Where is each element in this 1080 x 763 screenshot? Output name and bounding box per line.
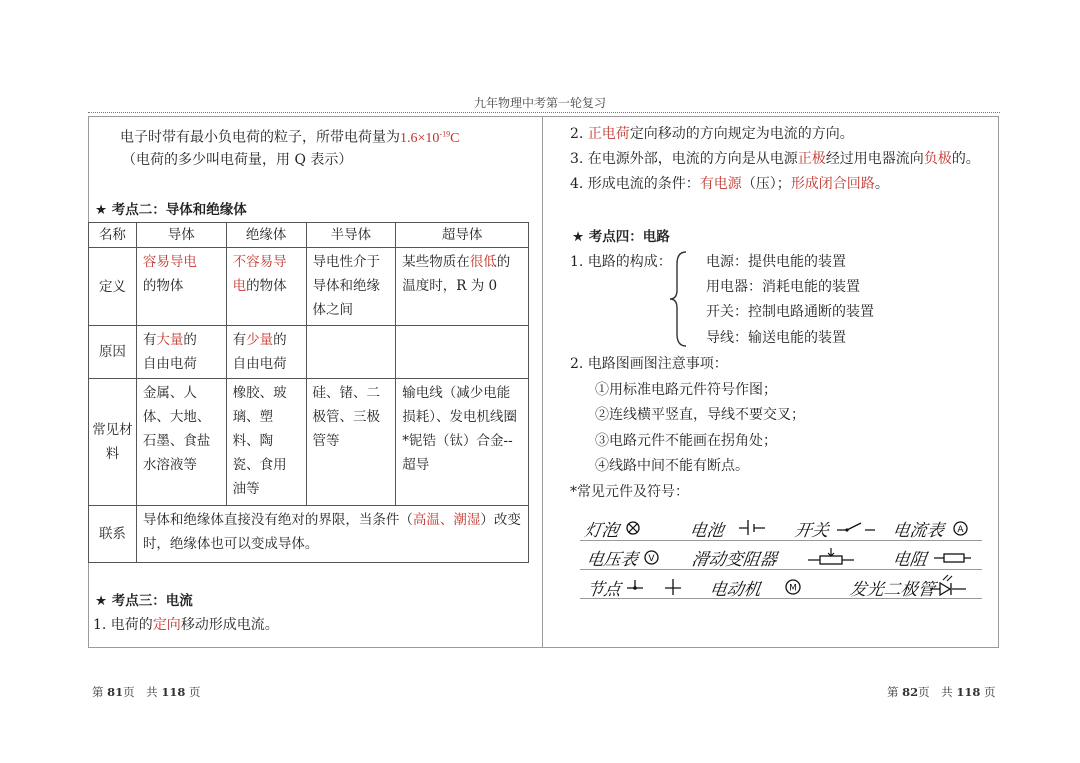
cell-def-insulator: 不容易导 电的物体 bbox=[226, 248, 306, 326]
composition-item-appliance: 用电器：消耗电能的装置 bbox=[706, 279, 860, 295]
charge-unit: C bbox=[450, 130, 460, 146]
hand-rheostat: 滑动变阻器 bbox=[690, 550, 779, 570]
cell-reason-conductor: 有大量的 自由电荷 bbox=[136, 326, 226, 379]
svg-text:V: V bbox=[648, 554, 655, 564]
header-cell-semiconductor: 半导体 bbox=[306, 223, 396, 248]
note-item-2: ②连线横平竖直，导线不要交叉； bbox=[595, 407, 805, 423]
hand-voltmeter: 电压表 bbox=[585, 550, 640, 570]
hand-resistor: 电阻 bbox=[891, 550, 929, 570]
header-cell-name: 名称 bbox=[89, 223, 137, 248]
current-item-1: 1. 电荷的定向移动形成电流。 bbox=[93, 617, 279, 633]
table-header-row bbox=[89, 223, 529, 248]
cell-mat-conductor: 金属、人体、大地、石墨、食盐水溶液等 bbox=[136, 379, 226, 506]
cell-def-semiconductor: 导电性介于导体和绝缘体之间 bbox=[306, 248, 396, 326]
lamp-symbol-icon bbox=[625, 520, 641, 536]
cell-def-superconductor: 某些物质在很低的温度时，R 为 0 bbox=[396, 248, 529, 326]
hand-switch: 开关 bbox=[793, 521, 831, 541]
table-row-relation bbox=[89, 506, 529, 563]
row-label-relation: 联系 bbox=[89, 506, 137, 563]
hand-junction: 节点 bbox=[585, 580, 623, 600]
composition-item-power: 电源：提供电能的装置 bbox=[706, 254, 846, 270]
cell-reason-insulator: 有少量的 自由电荷 bbox=[226, 326, 306, 379]
row-label-reason: 原因 bbox=[89, 326, 137, 379]
hand-battery: 电池 bbox=[688, 521, 726, 541]
footer-page-right: 第 82页 共 118 页 bbox=[887, 685, 996, 699]
intro-text: 电子时带有最小负电荷的粒子，所带电荷量为 bbox=[120, 129, 400, 146]
symbols-title: *常见元件及符号： bbox=[570, 484, 689, 500]
notes-title: 2. 电路图画图注意事项： bbox=[570, 356, 728, 372]
note-item-4: ④线路中间不能有断点。 bbox=[595, 458, 749, 474]
curly-brace-icon bbox=[668, 250, 690, 348]
section-4-title: ★ 考点四：电路 bbox=[572, 229, 670, 245]
cell-mat-semiconductor: 硅、锗、二极管、三极管等 bbox=[306, 379, 396, 506]
composition-item-switch: 开关：控制电路通断的装置 bbox=[706, 304, 874, 320]
header-cell-conductor: 导体 bbox=[136, 223, 226, 248]
table-row-definition bbox=[89, 248, 529, 326]
footer-page-left: 第 81页 共 118 页 bbox=[92, 685, 201, 699]
resistor-symbol-icon bbox=[932, 549, 972, 565]
page-header-title: 九年物理中考第一轮复习 bbox=[473, 96, 606, 110]
current-item-2: 2. 正电荷定向移动的方向规定为电流的方向。 bbox=[570, 126, 854, 142]
charge-value: 1.6×10 bbox=[400, 130, 440, 146]
svg-text:A: A bbox=[957, 525, 964, 535]
intro-line-2: （电荷的多少叫电荷量，用 Q 表示） bbox=[122, 152, 353, 168]
section-3-title: ★ 考点三：电流 bbox=[95, 593, 193, 609]
switch-symbol-icon bbox=[835, 518, 879, 536]
hand-motor: 电动机 bbox=[708, 580, 763, 600]
hand-ammeter: 电流表 bbox=[891, 521, 946, 541]
current-item-4: 4. 形成电流的条件：有电源（压）；形成闭合回路。 bbox=[570, 176, 889, 192]
column-divider bbox=[542, 116, 543, 648]
intro-line-1 bbox=[120, 124, 459, 149]
row-label-materials: 常见材料 bbox=[89, 379, 137, 506]
cell-mat-insulator: 橡胶、玻璃、塑料、陶瓷、食用油等 bbox=[226, 379, 306, 506]
voltmeter-symbol-icon bbox=[643, 549, 660, 566]
note-item-3: ③电路元件不能画在拐角处； bbox=[595, 433, 777, 449]
table-row-reason bbox=[89, 326, 529, 379]
composition-item-wire: 导线：输送电能的装置 bbox=[706, 330, 846, 346]
note-item-1: ①用标准电路元件符号作图； bbox=[595, 382, 777, 398]
cell-relation: 导体和绝缘体直接没有绝对的界限，当条件（高温、潮湿）改变时，绝缘体也可以变成导体。 bbox=[136, 506, 528, 563]
header-cell-insulator: 绝缘体 bbox=[226, 223, 306, 248]
hand-led: 发光二极管 bbox=[848, 580, 937, 600]
rheostat-symbol-icon bbox=[806, 546, 856, 568]
cell-mat-superconductor: 输电线（减少电能损耗）、发电机线圈 *铌锆（钛）合金--超导 bbox=[396, 379, 529, 506]
led-symbol-icon bbox=[928, 573, 968, 599]
battery-symbol-icon bbox=[737, 518, 767, 536]
header-cell-superconductor: 超导体 bbox=[396, 223, 529, 248]
ammeter-symbol-icon bbox=[952, 520, 969, 537]
charge-exponent: -19 bbox=[439, 129, 451, 138]
motor-symbol-icon bbox=[784, 578, 802, 596]
cell-reason-superconductor bbox=[396, 326, 529, 379]
current-item-3: 3. 在电源外部，电流的方向是从电源正极经过用电器流向负极的。 bbox=[570, 151, 980, 167]
hand-lamp: 灯泡 bbox=[583, 521, 621, 541]
header-rule bbox=[88, 112, 1000, 113]
composition-label: 1. 电路的构成： bbox=[570, 254, 672, 270]
table-row-materials bbox=[89, 379, 529, 506]
cell-def-conductor: 容易导电 的物体 bbox=[136, 248, 226, 326]
svg-text:M: M bbox=[789, 583, 797, 594]
junction-symbol-icon bbox=[625, 576, 685, 596]
row-label-definition: 定义 bbox=[89, 248, 137, 326]
cell-reason-semiconductor bbox=[306, 326, 396, 379]
conductor-table bbox=[88, 222, 529, 563]
section-2-title: ★ 考点二：导体和绝缘体 bbox=[95, 202, 247, 218]
